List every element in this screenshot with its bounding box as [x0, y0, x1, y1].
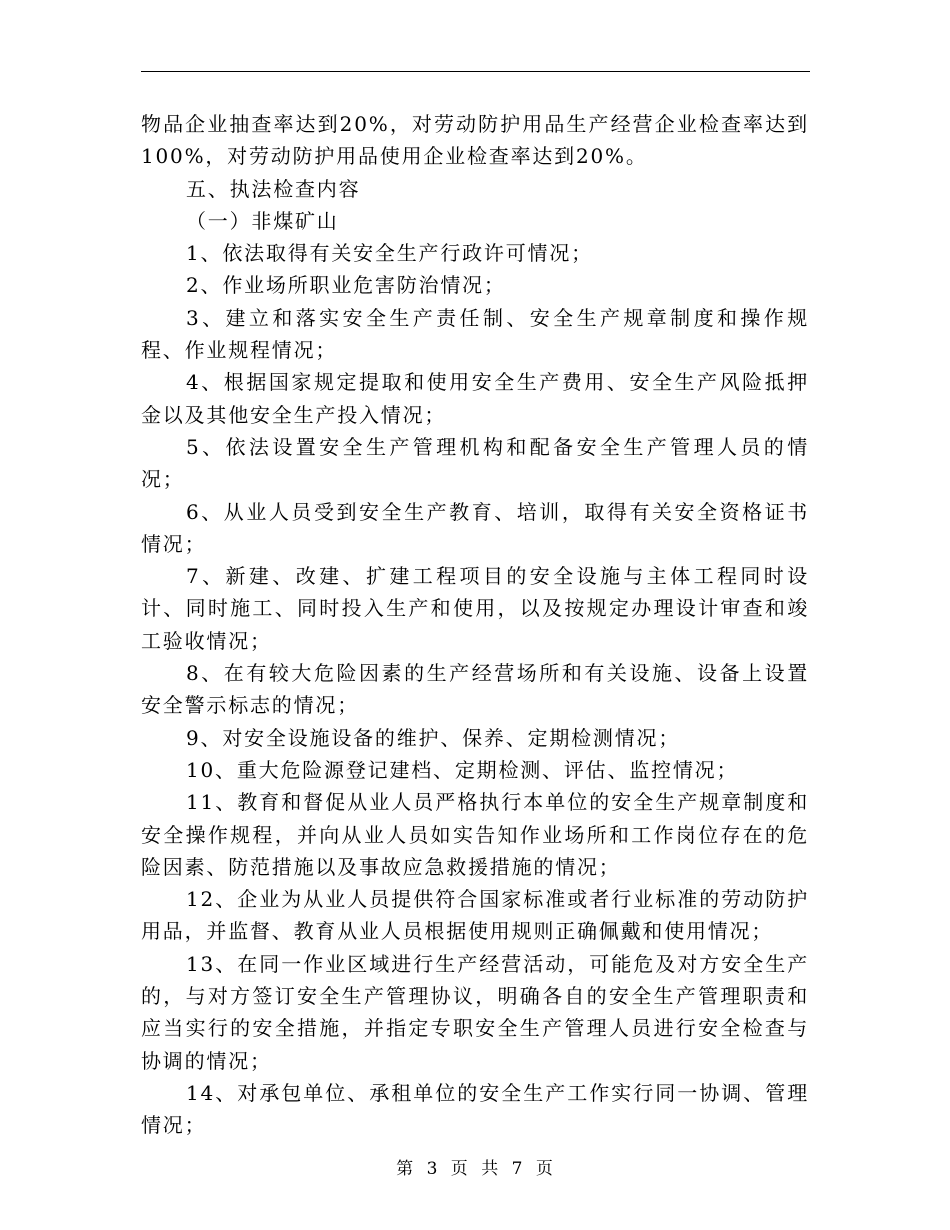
list-item: 13、在同一作业区域进行生产经营活动，可能危及对方安全生产的，与对方签订安全生产管理协议，明确各自的安全生产管理职责和应当实行的安全措施，并指定专职安全生产管理人员进行安全检查与协调的情况；: [141, 951, 809, 1073]
list-item: 1、依法取得有关安全生产行政许可情况；: [186, 241, 593, 266]
list-item: 5、依法设置安全生产管理机构和配备安全生产管理人员的情况；: [141, 434, 809, 492]
list-item: 11、教育和督促从业人员严格执行本单位的安全生产规章制度和安全操作规程，并向从业人员如实告知作业场所和工作岗位存在的危险因素、防范措施以及事故应急救援措施的情况；: [141, 790, 809, 879]
paragraph-continuation: 物品企业抽查率达到20%，对劳动防护用品生产经营企业检查率达到100%，对劳动防护用品使用企业检查率达到20%。: [141, 112, 809, 169]
list-item: 7、新建、改建、扩建工程项目的安全设施与主体工程同时设计、同时施工、同时投入生产和使用，以及按规定办理设计审查和竣工验收情况；: [141, 564, 809, 653]
document-body: [141, 108, 809, 1142]
list-item: 12、企业为从业人员提供符合国家标准或者行业标准的劳动防护用品，并监督、教育从业人员根据使用规则正确佩戴和使用情况；: [141, 887, 809, 944]
list-item: 3、建立和落实安全生产责任制、安全生产规章制度和操作规程、作业规程情况；: [141, 305, 809, 363]
list-item: 9、对安全设施设备的维护、保养、定期检测情况；: [186, 725, 681, 750]
list-item: 10、重大危险源登记建档、定期检测、评估、监控情况；: [186, 757, 739, 782]
section-heading: 五、执法检查内容: [186, 176, 361, 201]
subsection-heading: （一）非煤矿山: [186, 208, 339, 233]
list-item: 6、从业人员受到安全生产教育、培训，取得有关安全资格证书情况；: [141, 499, 809, 556]
list-item: 8、在有较大危险因素的生产经营场所和有关设施、设备上设置安全警示标志的情况；: [141, 661, 809, 718]
header-rule: [141, 71, 810, 72]
page-number-footer: 第 3 页 共 7 页: [396, 1159, 554, 1179]
list-item: 14、对承包单位、承租单位的安全生产工作实行同一协调、管理情况；: [141, 1080, 809, 1138]
list-item: 4、根据国家规定提取和使用安全生产费用、安全生产风险抵押金以及其他安全生产投入情况；: [141, 370, 809, 427]
list-item: 2、作业场所职业危害防治情况；: [186, 273, 506, 298]
